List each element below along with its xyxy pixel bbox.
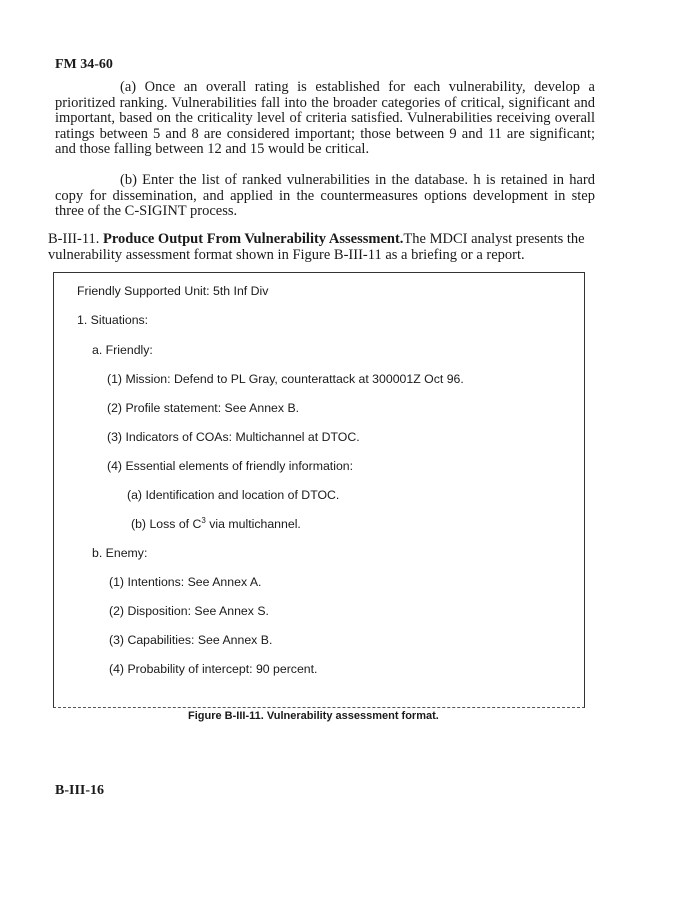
eefi-line: (4) Essential elements of friendly information: bbox=[107, 459, 354, 473]
eefi-a-line: (a) Identification and location of DTOC. bbox=[127, 488, 340, 502]
probability-line: (4) Probability of intercept: 90 percent. bbox=[109, 662, 318, 676]
section-title: Produce Output From Vulnerability Assessment. bbox=[103, 231, 404, 247]
eefi-b-prefix: (b) Loss of C bbox=[131, 517, 202, 531]
figure-box bbox=[53, 272, 585, 708]
capabilities-line: (3) Capabilities: See Annex B. bbox=[109, 633, 273, 647]
friendly-heading: a. Friendly: bbox=[92, 343, 153, 357]
mission-line: (1) Mission: Defend to PL Gray, counterattack at 300001Z Oct 96. bbox=[107, 372, 464, 386]
paragraph-b: (b) Enter the list of ranked vulnerabilities in the database. h is retained in hard copy for dissemination, and applied in the countermeasures options development in step three of the C-SIGINT process. bbox=[55, 172, 595, 219]
eefi-b-superscript: 3 bbox=[201, 515, 206, 525]
intentions-line: (1) Intentions: See Annex A. bbox=[109, 575, 262, 589]
section-number: B-III-11. bbox=[48, 231, 100, 247]
supported-unit-line: Friendly Supported Unit: 5th Inf Div bbox=[77, 284, 269, 298]
manual-header: FM 34-60 bbox=[55, 57, 113, 72]
section-b-iii-11 bbox=[48, 232, 598, 263]
profile-line: (2) Profile statement: See Annex B. bbox=[107, 401, 300, 415]
eefi-b-suffix: via multichannel. bbox=[205, 517, 301, 531]
section-text: The MDCI analyst presents the vulnerability assessment format shown in Figure B-III-11 as a briefing or a report. bbox=[48, 231, 585, 263]
indicators-line: (3) Indicators of COAs: Multichannel at DTOC. bbox=[107, 430, 360, 444]
page-number: B-III-16 bbox=[55, 783, 105, 798]
enemy-heading: b. Enemy: bbox=[92, 546, 148, 560]
paragraph-a: (a) Once an overall rating is established for each vulnerability, develop a prioritized ranking. Vulnerabilities fall into the broader categories of critical, significant and important, based on the criticality level of criteria satisfied. Vulnerabilities receiving overall ratings between 5 and 8 are considered important; those between 9 and 11 are significant; and those falling between 12 and 15 would be critical. bbox=[55, 79, 595, 157]
figure-caption: Figure B-III-11. Vulnerability assessment format. bbox=[188, 710, 439, 722]
eefi-b-line bbox=[131, 517, 301, 531]
situations-heading: 1. Situations: bbox=[77, 313, 149, 327]
disposition-line: (2) Disposition: See Annex S. bbox=[109, 604, 269, 618]
